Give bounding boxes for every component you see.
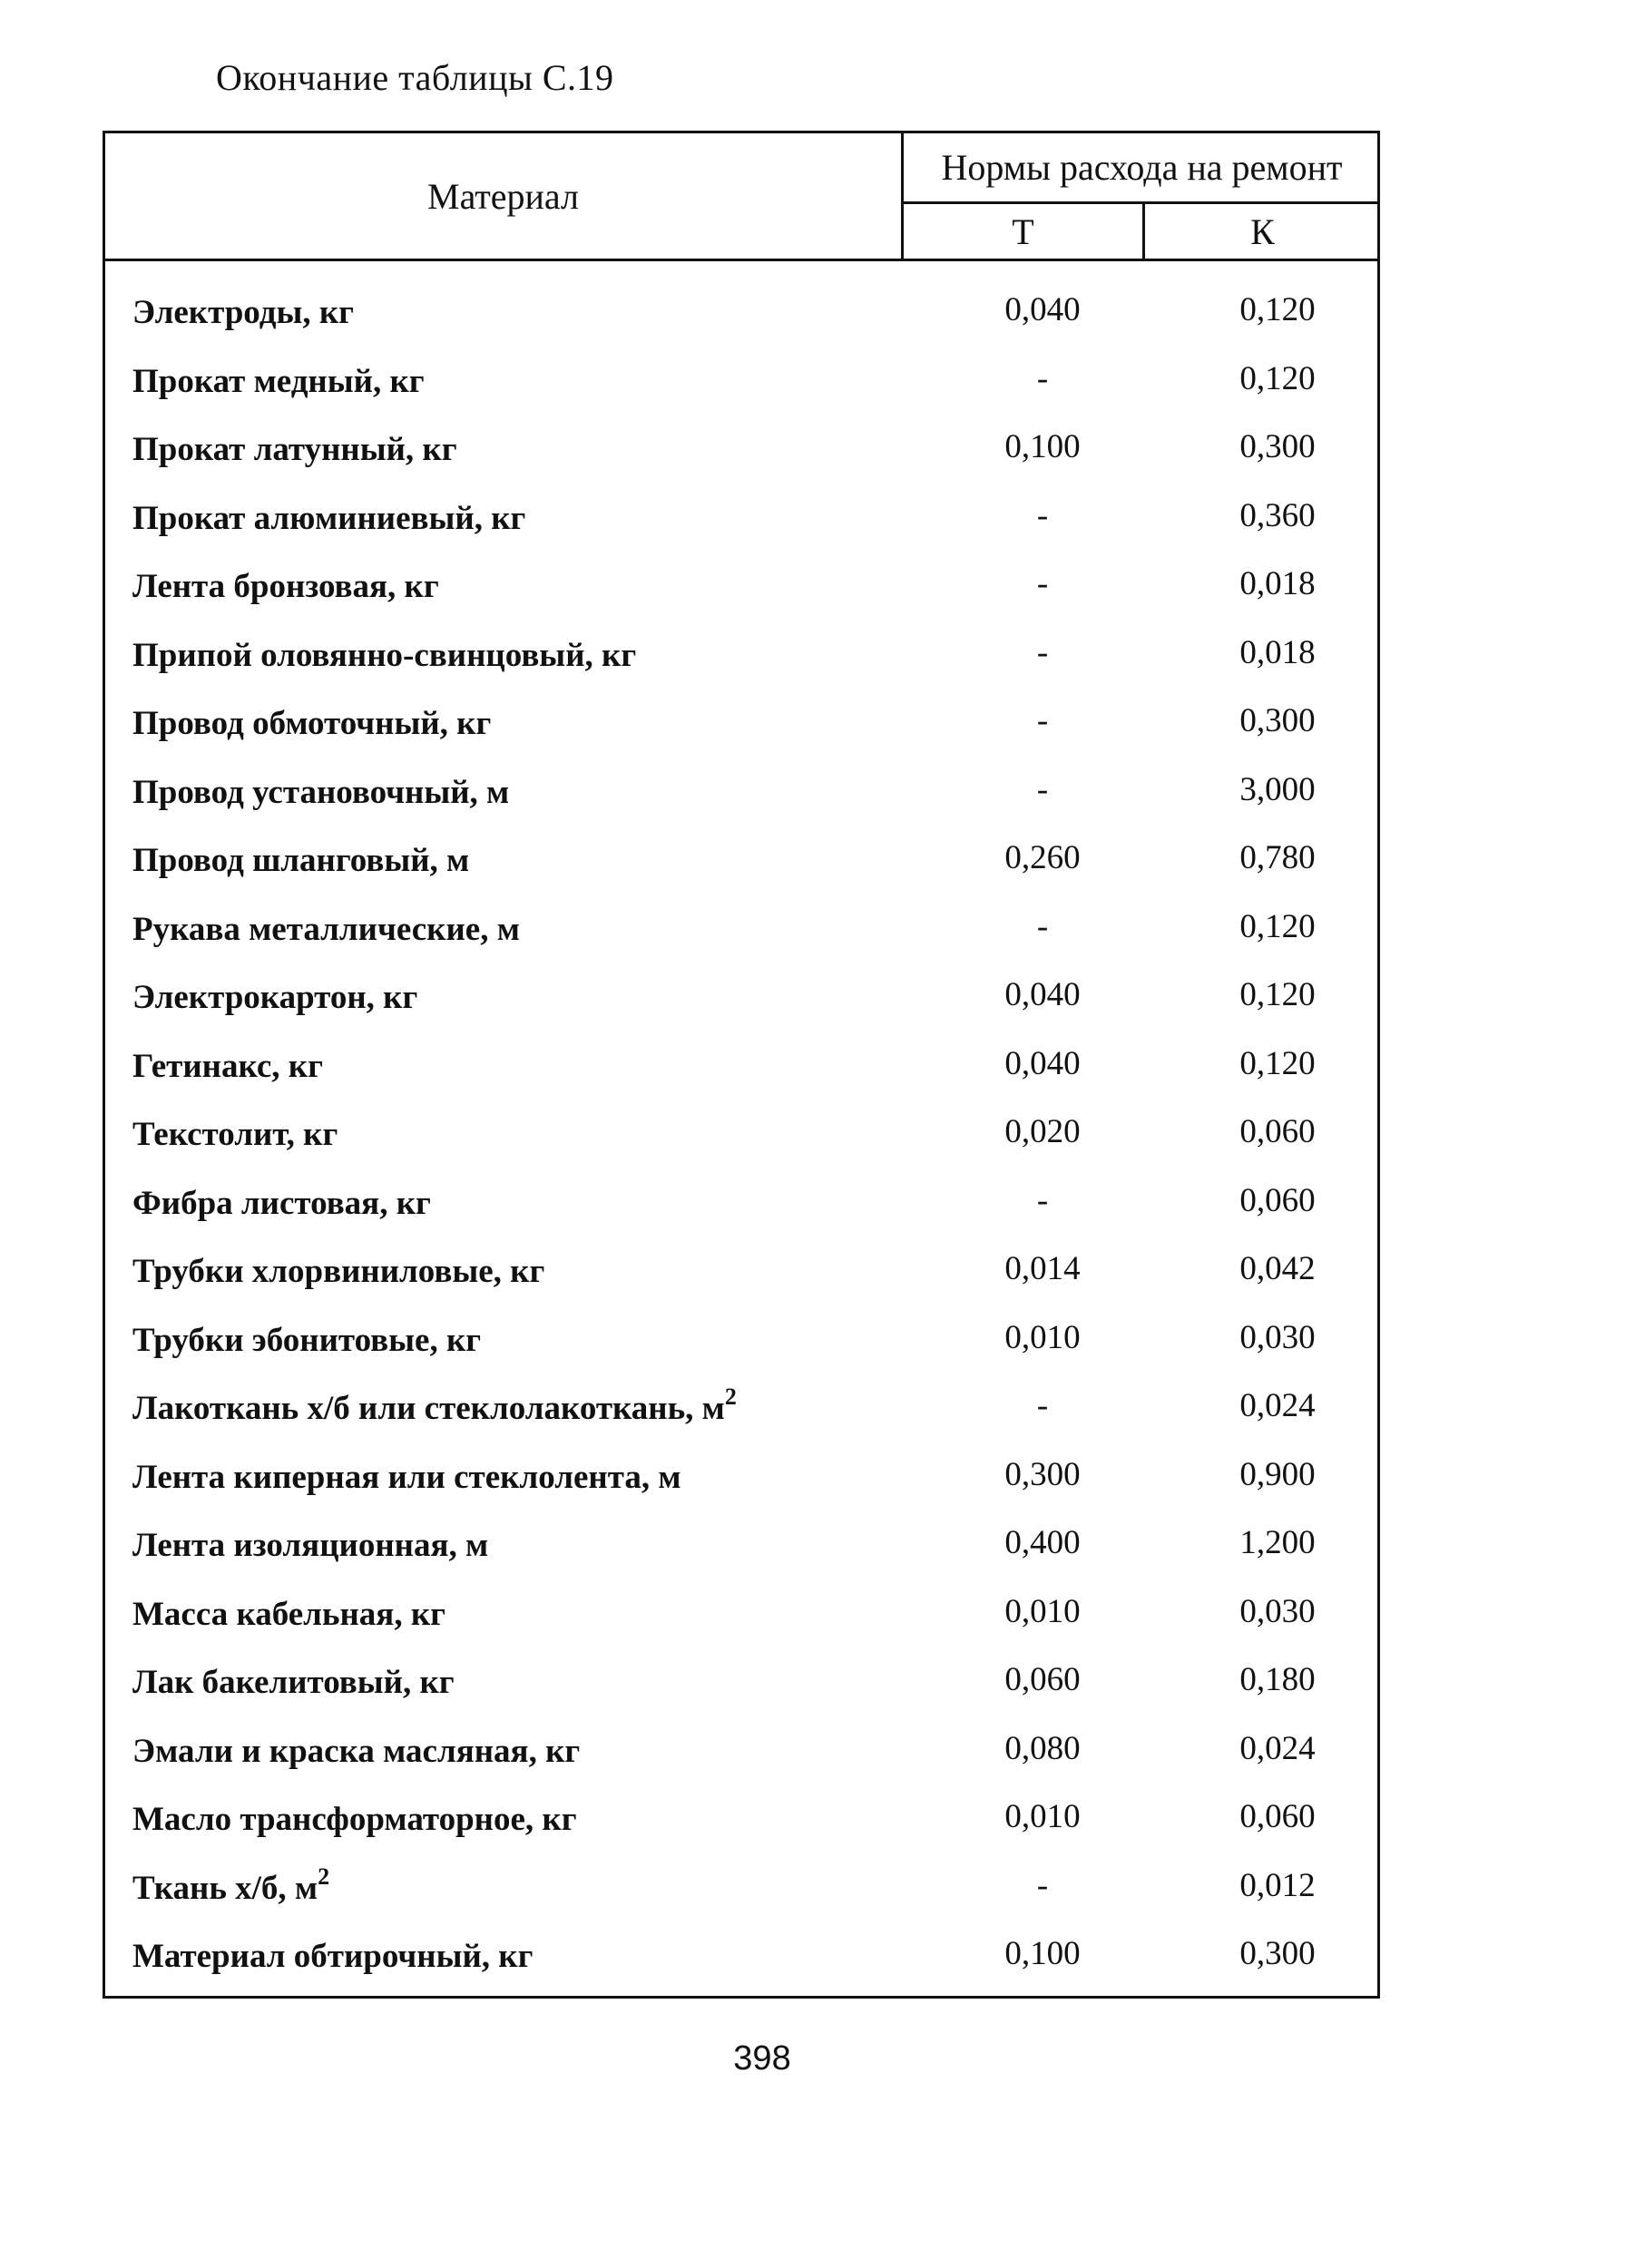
norm-k-value: 3,000	[1239, 770, 1316, 808]
norm-t-value: 0,040	[1004, 976, 1081, 1013]
norm-k-value: 0,060	[1239, 1798, 1316, 1835]
material-name-text: Лента бронзовая, кг	[132, 568, 439, 605]
header-k: К	[1250, 210, 1275, 252]
table-row	[105, 704, 1377, 773]
material-name	[132, 362, 425, 401]
table-row	[105, 293, 1377, 362]
material-name	[132, 1047, 323, 1086]
header-material: Материал	[105, 133, 904, 259]
table-row	[105, 1044, 1377, 1116]
unit-exponent: 2	[724, 1383, 737, 1410]
table-row	[105, 633, 1377, 705]
header-norms: Нормы расхода на ремонт	[904, 133, 1380, 204]
table-body	[105, 293, 1377, 2006]
norm-k-value: 0,060	[1239, 1113, 1316, 1150]
material-name-text: Трубки эбонитовые, кг	[132, 1321, 482, 1359]
header-t: Т	[904, 204, 1145, 259]
material-name	[132, 1862, 330, 1908]
table-row	[105, 907, 1377, 979]
material-name-text: Фибра листовая, кг	[132, 1184, 431, 1222]
norm-t-value: 0,010	[1004, 1592, 1081, 1630]
table-row	[105, 770, 1377, 842]
norm-k-value: 0,030	[1239, 1592, 1316, 1630]
norm-k-value: 0,180	[1239, 1661, 1316, 1698]
table-row	[105, 1663, 1377, 1732]
table-row	[105, 1800, 1377, 1869]
table-row	[105, 496, 1377, 568]
material-name	[132, 1526, 488, 1565]
material-name-text: Материал обтирочный, кг	[132, 1938, 534, 1975]
norm-t-value: -	[1036, 770, 1049, 808]
material-name-text: Лента изоляционная, м	[132, 1527, 489, 1564]
material-name-text: Провод обмоточный, кг	[132, 705, 492, 742]
material-name-text: Прокат латунный, кг	[132, 431, 457, 468]
table-row	[105, 1383, 1377, 1458]
norm-t-value: 0,040	[1004, 291, 1081, 328]
norm-t-value: 0,260	[1004, 839, 1081, 876]
material-name	[132, 293, 354, 332]
material-name	[132, 430, 457, 469]
norm-k-value: 0,012	[1239, 1866, 1316, 1904]
table-row	[105, 841, 1377, 910]
table-row	[105, 1592, 1377, 1664]
table-row	[105, 430, 1377, 499]
table-row	[105, 1455, 1377, 1527]
material-name	[132, 567, 439, 606]
material-name-text: Лента киперная или стеклолента, м	[132, 1458, 681, 1496]
norm-k-value: 0,120	[1239, 359, 1316, 397]
material-name-text: Масло трансформаторное, кг	[132, 1801, 577, 1838]
material-name-text: Масса кабельная, кг	[132, 1595, 445, 1633]
table-row	[105, 1252, 1377, 1321]
table-row	[105, 1862, 1377, 1938]
norm-k-value: 0,060	[1239, 1181, 1316, 1219]
page-number: 398	[733, 2039, 791, 2077]
material-name-text: Текстолит, кг	[132, 1116, 338, 1153]
table-header	[105, 133, 1377, 261]
material-name	[132, 499, 525, 538]
norm-t-value: 0,010	[1004, 1318, 1081, 1356]
table-row	[105, 978, 1377, 1047]
material-name	[132, 704, 491, 743]
norm-k-value: 0,120	[1239, 907, 1316, 945]
norm-k-value: 0,300	[1239, 1935, 1316, 1972]
material-name	[132, 1115, 338, 1154]
norm-k-value: 0,120	[1239, 291, 1316, 328]
norm-k-value: 0,360	[1239, 496, 1316, 534]
norm-k-value: 0,300	[1239, 702, 1316, 739]
material-name	[132, 1937, 533, 1976]
norm-k-value: 0,900	[1239, 1455, 1316, 1493]
material-name	[132, 773, 509, 812]
norm-t-value: -	[1036, 496, 1049, 534]
norm-k-value: 0,042	[1239, 1250, 1316, 1287]
material-name	[132, 1252, 544, 1291]
table-row	[105, 1937, 1377, 2006]
norm-k-value: 0,024	[1239, 1387, 1316, 1424]
norm-k-value: 0,780	[1239, 839, 1316, 876]
material-name	[132, 978, 417, 1017]
norm-t-value: -	[1036, 1181, 1049, 1219]
material-name	[132, 841, 469, 880]
material-name	[132, 1663, 455, 1702]
material-name-text: Ткань х/б, м	[132, 1869, 318, 1907]
material-name	[132, 1800, 577, 1839]
norm-k-value: 0,120	[1239, 1044, 1316, 1082]
table-row	[105, 1729, 1377, 1801]
material-name	[132, 1458, 681, 1497]
norm-t-value: 0,100	[1004, 428, 1081, 465]
table-row	[105, 1318, 1377, 1390]
material-name-text: Прокат медный, кг	[132, 362, 425, 400]
norm-t-value: 0,014	[1004, 1250, 1081, 1287]
table-row	[105, 1115, 1377, 1184]
table-row	[105, 1526, 1377, 1595]
norm-t-value: 0,010	[1004, 1798, 1081, 1835]
material-name	[132, 1321, 481, 1360]
norm-t-value: 0,060	[1004, 1661, 1081, 1698]
norm-t-value: 0,080	[1004, 1729, 1081, 1767]
material-name	[132, 910, 520, 949]
norm-t-value: -	[1036, 702, 1049, 739]
norm-k-value: 0,018	[1239, 565, 1316, 602]
material-name	[132, 1595, 445, 1634]
norm-k-value: 1,200	[1239, 1524, 1316, 1561]
norm-t-value: 0,300	[1004, 1455, 1081, 1493]
norm-t-value: 0,400	[1004, 1524, 1081, 1561]
material-name-text: Провод установочный, м	[132, 773, 510, 811]
material-name-text: Гетинакс, кг	[132, 1047, 323, 1085]
table-row	[105, 359, 1377, 431]
norm-t-value: -	[1036, 907, 1049, 945]
table-caption: Окончание таблицы С.19	[216, 57, 614, 98]
material-name	[132, 1383, 737, 1428]
material-name-text: Эмали и краска масляная, кг	[132, 1732, 581, 1770]
norm-t-value: 0,020	[1004, 1113, 1081, 1150]
norm-k-value: 0,018	[1239, 633, 1316, 671]
norm-t-value: -	[1036, 1387, 1049, 1424]
materials-table	[103, 131, 1380, 1999]
material-name-text: Электроды, кг	[132, 294, 354, 331]
material-name-text: Трубки хлорвиниловые, кг	[132, 1253, 545, 1290]
material-name-text: Прокат алюминиевый, кг	[132, 499, 526, 537]
norm-t-value: -	[1036, 565, 1049, 602]
table-row	[105, 1181, 1377, 1253]
norm-k-value: 0,030	[1239, 1318, 1316, 1356]
material-name	[132, 1732, 580, 1771]
material-name	[132, 1184, 431, 1223]
material-name-text: Лак бакелитовый, кг	[132, 1664, 455, 1701]
norm-t-value: -	[1036, 633, 1049, 671]
norm-t-value: -	[1036, 359, 1049, 397]
table-row	[105, 567, 1377, 636]
norm-k-value: 0,120	[1239, 976, 1316, 1013]
material-name-text: Лакоткань х/б или стеклолакоткань, м	[132, 1390, 725, 1427]
unit-exponent: 2	[318, 1862, 330, 1890]
material-name-text: Припой оловянно-свинцовый, кг	[132, 636, 637, 674]
norm-k-value: 0,024	[1239, 1729, 1316, 1767]
norm-t-value: 0,040	[1004, 1044, 1081, 1082]
norm-t-value: 0,100	[1004, 1935, 1081, 1972]
material-name-text: Провод шланговый, м	[132, 842, 470, 879]
norm-t-value: -	[1036, 1866, 1049, 1904]
material-name	[132, 636, 636, 675]
material-name-text: Рукава металлические, м	[132, 910, 520, 948]
norm-k-value: 0,300	[1239, 428, 1316, 465]
material-name-text: Электрокартон, кг	[132, 979, 418, 1016]
